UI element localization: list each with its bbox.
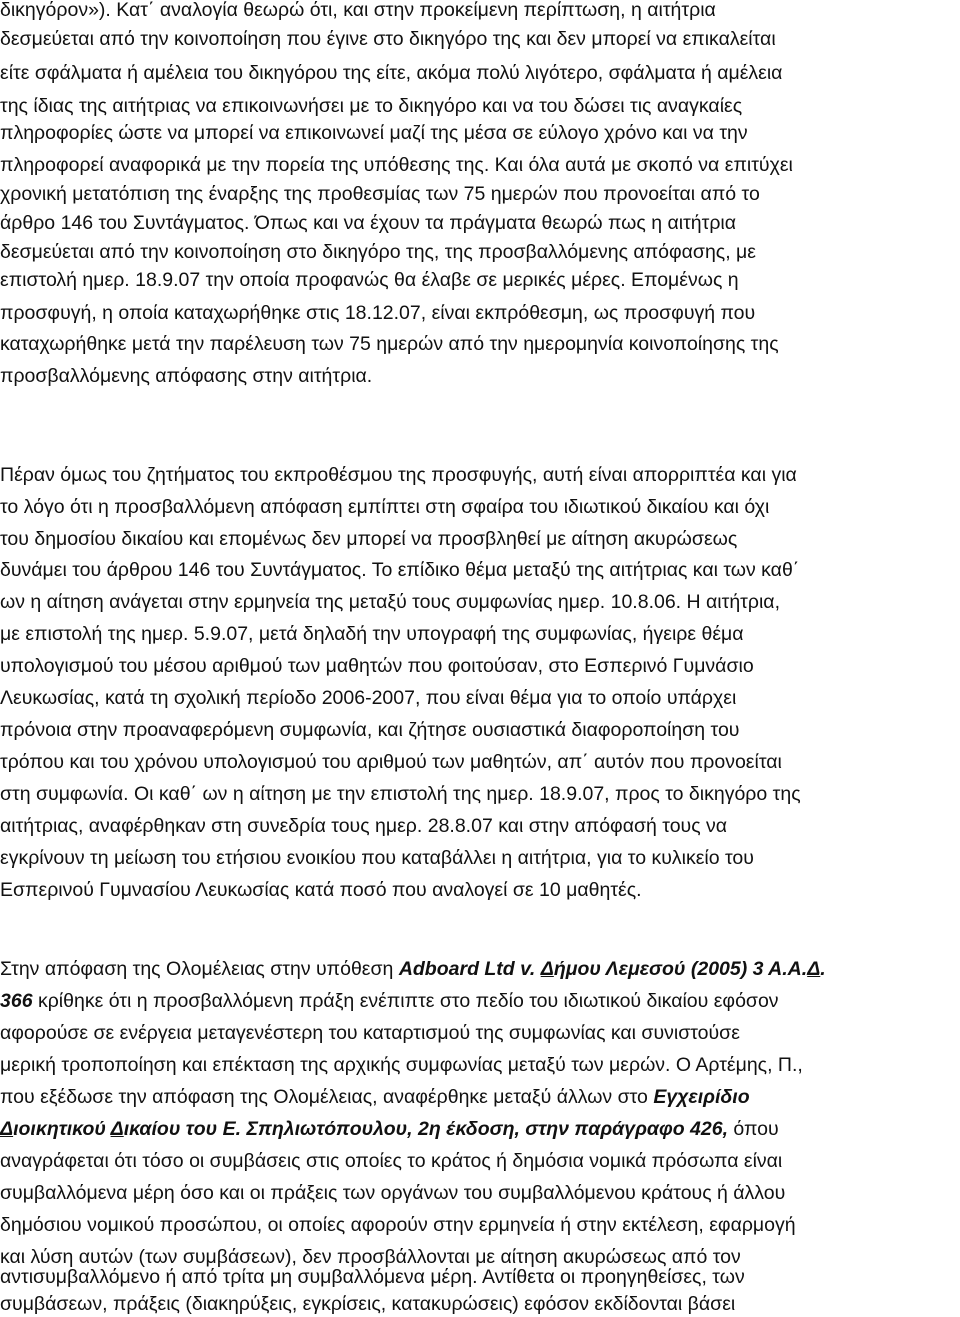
text-line: προσβαλλόμενης απόφασης στην αιτήτρια. [0,365,373,387]
text-line: είτε σφάλματα ή αμέλεια του δικηγόρου της είτε, ακόμα πολύ λιγότερο, σφάλματα ή αμέλεια [0,62,783,84]
text-line: πρόνοια στην προαναφερόμενη συμφωνία, και ζήτησε ουσιαστικά διαφοροποίηση του [0,719,740,741]
case-citation-page: 366 [0,990,33,1012]
text-line: με επιστολή της ημερ. 5.9.07, μετά δηλαδή την υπογραφή της συμφωνίας, ήγειρε θέμα [0,623,744,645]
text-line: δημόσιου νομικού προσώπου, οι οποίες αφορούν στην ερμηνεία ή στην εκτέλεση, εφαρμογή [0,1214,796,1236]
text-line: αναγράφεται ότι τόσο οι συμβάσεις στις οποίες το κράτος ή δημόσια νομικά πρόσωπα είναι [0,1150,783,1172]
text-line: ων η αίτηση ανάγεται στην ερμηνεία της μεταξύ τους συμφωνίας ημερ. 10.8.06. Η αιτήτρια, [0,591,780,613]
text-run: κρίθηκε ότι η προσβαλλόμενη πράξη ενέπιπτε στο πεδίο του ιδιωτικού δικαίου εφόσον [32,990,779,1012]
book-citation: Δ [110,1118,124,1140]
text-line: μερική τροποποίηση και επέκταση της αρχικής συμφωνίας μεταξύ των μερών. Ο Αρτέμης, Π., [0,1054,803,1076]
case-citation: Δ [807,958,821,980]
text-line: δεσμεύεται από την κοινοποίηση στο δικηγόρο της, της προσβαλλόμενης απόφασης, με [0,241,756,263]
text-line: το λόγο ότι η προσβαλλόμενη απόφαση εμπίπτει στη σφαίρα του ιδιωτικού δικαίου και όχι [0,496,770,518]
text-line: αιτήτριας, αναφέρθηκαν στη συνεδρία τους ημερ. 28.8.07 και στην απόφασή τους να [0,815,728,837]
text-line: Πέραν όμως του ζητήματος του εκπροθέσμου της προσφυγής, αυτή είναι απορριπτέα και για [0,464,797,486]
text-line: συμβαλλόμενα μέρη όσο και οι πράξεις των οργάνων του συμβαλλόμενου κράτους ή άλλου [0,1182,786,1204]
text-line: υπολογισμού του μέσου αριθμού των μαθητών που φοιτούσαν, στο Εσπερινό Γυμνάσιο [0,655,754,677]
text-line: στη συμφωνία. Οι καθ΄ ων η αίτηση με την επιστολή της ημερ. 18.9.07, προς το δικηγόρο της [0,783,801,805]
text-line [0,957,826,981]
text-line: Λευκωσίας, κατά τη σχολική περίοδο 2006-2007, που είναι θέμα για το οποίο υπάρχει [0,687,737,709]
text-line: του δημοσίου δικαίου και επομένως δεν μπορεί να προσβληθεί με αίτηση ακυρώσεως [0,528,738,550]
case-citation: . [820,958,826,980]
book-citation: Δ [0,1118,14,1140]
text-line: συμβάσεων, πράξεις (διακηρύξεις, εγκρίσεις, κατακυρώσεις) εφόσον εκδίδονται βάσει [0,1293,736,1315]
text-line: επιστολή ημερ. 18.9.07 την οποία προφανώς θα έλαβε σε μερικές μέρες. Επομένως η [0,269,739,291]
text-run: που εξέδωσε την απόφαση της Ολομέλειας, αναφέρθηκε μεταξύ άλλων στο [0,1086,654,1108]
book-citation: ιοικητικού [13,1118,111,1140]
text-line: πληροφορίες ώστε να μπορεί να επικοινωνεί μαζί της μέσα σε εύλογο χρόνο και να την [0,122,748,144]
text-line: καταχωρήθηκε μετά την παρέλευση των 75 ημερών από την ημερομηνία κοινοποίησης της [0,333,779,355]
text-line [0,1085,750,1109]
text-line: δικηγόρον»). Κατ΄ αναλογία θεωρώ ότι, και στην προκείμενη περίπτωση, η αιτήτρια [0,0,716,21]
book-citation: ικαίου του Ε. Σπηλιωτόπουλου, 2η έκδοση, στην παράγραφο 426, [123,1118,729,1140]
text-line [0,989,779,1013]
text-line: τρόπου και του χρόνου υπολογισμού του αριθμού των μαθητών, απ΄ αυτόν που προνοείται [0,751,782,773]
book-citation: Εγχειρίδιο [653,1086,750,1108]
text-line: αφορούσε σε ενέργεια μεταγενέστερη του καταρτισμού της συμφωνίας και συνιστούσε [0,1022,740,1044]
text-line: της ίδιας της αιτήτριας να επικοινωνήσει με το δικηγόρο και να του δώσει τις αναγκαίες [0,95,743,117]
text-line: και λύση αυτών (των συμβάσεων), δεν προσβάλλονται με αίτηση ακυρώσεως από τον [0,1246,741,1268]
text-line: άρθρο 146 του Συντάγματος. Όπως και να έχουν τα πράγματα θεωρώ πως η αιτήτρια [0,212,737,234]
case-citation: Δ [540,958,554,980]
text-run: Στην απόφαση της Ολομέλειας στην υπόθεση [0,958,399,980]
text-run: όπου [728,1118,779,1140]
text-line: δυνάμει του άρθρου 146 του Συντάγματος. Το επίδικο θέμα μεταξύ της αιτήτριας και των καθ΄ [0,559,800,581]
text-line: δεσμεύεται από την κοινοποίηση που έγινε στο δικηγόρο της και δεν μπορεί να επικαλείται [0,28,776,50]
text-line: Εσπερινού Γυμνασίου Λευκωσίας κατά ποσό που αναλογεί σε 10 μαθητές. [0,879,642,901]
case-citation: Adboard Ltd v. [398,958,541,980]
text-line: χρονική μετατόπιση της έναρξης της προθεσμίας των 75 ημερών που προνοείται από το [0,183,760,205]
text-line: εγκρίνουν τη μείωση του ετήσιου ενοικίου που καταβάλλει η αιτήτρια, για το κυλικείο του [0,847,754,869]
text-line: πληροφορεί αναφορικά με την πορεία της υπόθεσης της. Και όλα αυτά με σκοπό να επιτύχει [0,154,793,176]
text-line: προσφυγή, η οποία καταχωρήθηκε στις 18.12.07, είναι εκπρόθεσμη, ως προσφυγή που [0,302,756,324]
case-citation: ήμου Λεμεσού (2005) 3 Α.Α. [553,958,808,980]
text-line [0,1117,779,1141]
text-line: αντισυμβαλλόμενο ή από τρίτα μη συμβαλλόμενα μέρη. Αντίθετα οι προηγηθείσες, των [0,1266,745,1288]
